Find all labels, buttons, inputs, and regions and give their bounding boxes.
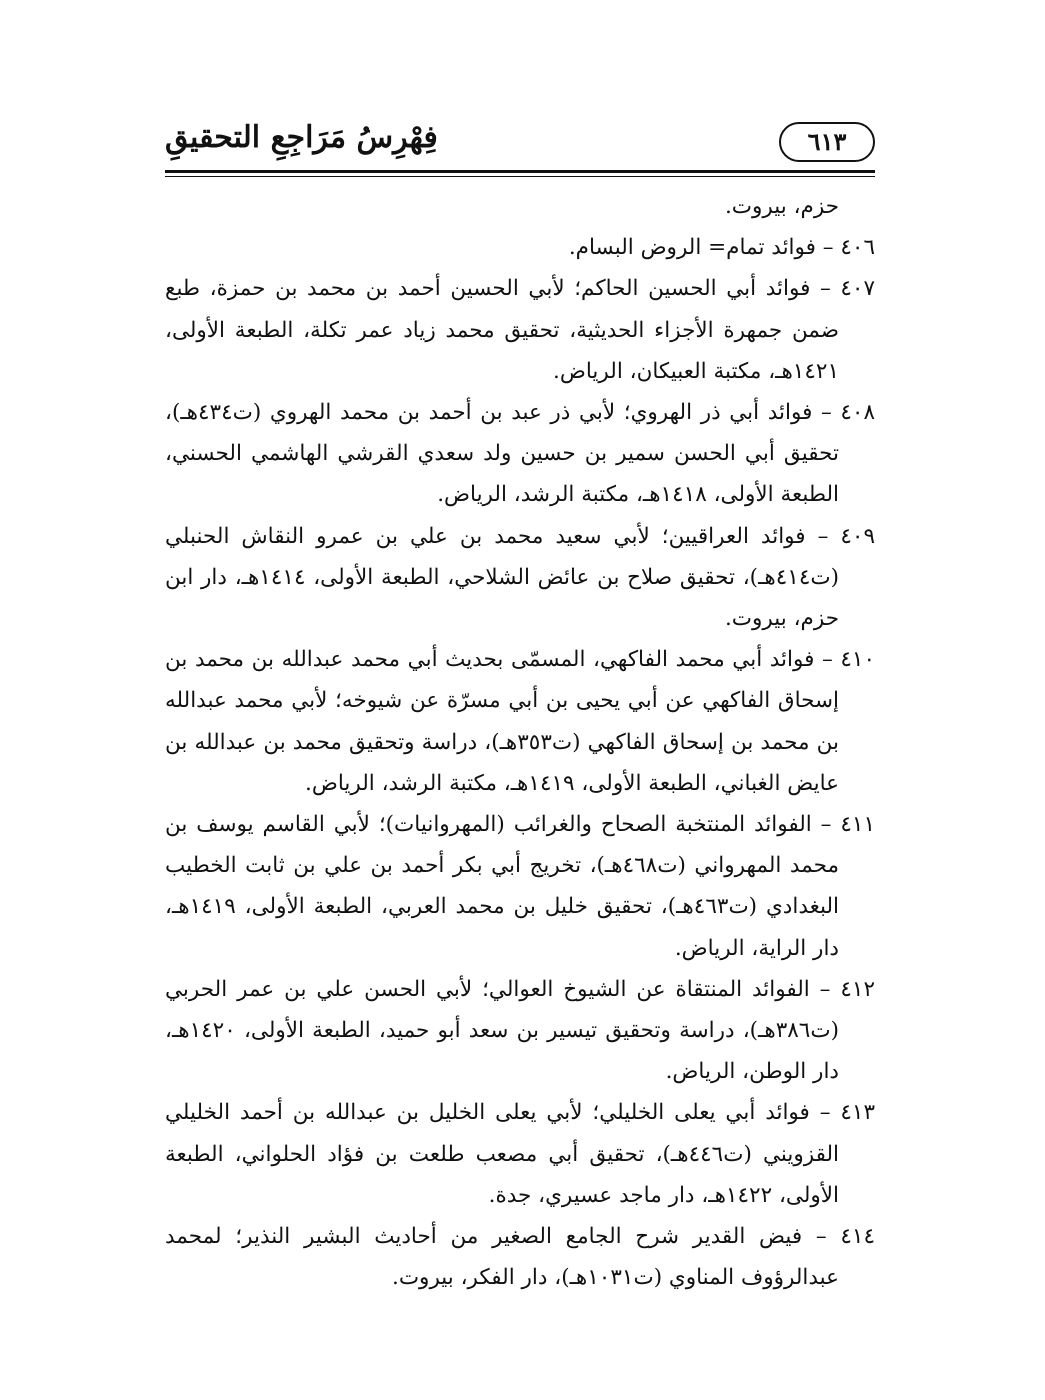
entry-number: ٤١٠ [840,647,876,673]
entry-text: الفوائد المنتخبة الصحاح والغرائب (المهروانيات)؛ لأبي القاسم يوسف بن محمد المهرواني (ت٤٦٨هـ)، تخريج أبي بكر أحمد بن علي بن ثابت الخطيب البغدادي (ت٤٦٣هـ)، تحقيق خليل بن محمد العربي، الطبعة الأولى، ١٤١٩هـ، دار الراية، الرياض. [165,812,839,961]
running-title: فِهْرِسُ مَرَاجِعِ التحقيقِ [165,120,438,155]
entry-text: فوائد أبي ذر الهروي؛ لأبي ذر عبد بن أحمد بن محمد الهروي (ت٤٣٤هـ)، تحقيق أبي الحسن سمير بن حسين ولد سعدي القرشي الهاشمي الحسني، الطبعة الأولى، ١٤١٨هـ، مكتبة الرشد، الرياض. [165,400,839,508]
entry-number: ٤١٤ [840,1224,876,1250]
entry-number: ٤٠٨ [840,400,875,426]
reference-entry: ٤١٢ – الفوائد المنتقاة عن الشيوخ العوالي؛ لأبي الحسن علي بن عمر الحربي (ت٣٨٦هـ)، دراسة وتحقيق تيسير بن سعد أبو حميد، الطبعة الأولى، ١٤٢٠هـ، دار الوطن، الرياض. [165,976,875,1085]
header-rule-thick [165,170,875,173]
entry-number: ٤١٢ [840,976,875,1002]
reference-entry: ٤١١ – الفوائد المنتخبة الصحاح والغرائب (المهروانيات)؛ لأبي القاسم يوسف بن محمد المهرواني (ت٤٦٨هـ)، تخريج أبي بكر أحمد بن علي بن ثابت الخطيب البغدادي (ت٤٦٣هـ)، تحقيق خليل بن محمد العربي، الطبعة الأولى، ١٤١٩هـ، دار الراية، الرياض. [165,812,875,961]
header-rule-thin [165,176,875,177]
entry-text: فيض القدير شرح الجامع الصغير من أحاديث البشير النذير؛ لمحمد عبدالرؤوف المناوي (ت١٠٣١هـ)، دار الفكر، بيروت. [165,1224,839,1291]
page-header [165,118,875,166]
reference-entry: ٤٠٧ – فوائد أبي الحسين الحاكم؛ لأبي الحسين أحمد بن محمد بن حمزة، طبع ضمن جمهرة الأجزاء الحديثية، تحقيق محمد زياد عمر تكلة، الطبعة الأولى، ١٤٢١هـ، مكتبة العبيكان، الرياض. [165,276,876,384]
entry-text: فوائد أبي يعلى الخليلي؛ لأبي يعلى الخليل بن عبدالله بن أحمد الخليلي القزويني (ت٤٤٦هـ)، تحقيق أبي مصعب طلعت بن فؤاد الحلواني، الطبعة الأولى، ١٤٢٢هـ، دار ماجد عسيري، جدة. [165,1100,839,1208]
continued-entry-text: حزم، بيروت. [724,194,839,219]
entry-number: ٤٠٧ [840,276,876,302]
reference-entry: ٤١٣ – فوائد أبي يعلى الخليلي؛ لأبي يعلى الخليل بن عبدالله بن أحمد الخليلي القزويني (ت٤٤٦هـ)، تحقيق أبي مصعب طلعت بن فؤاد الحلواني، الطبعة الأولى، ١٤٢٢هـ، دار ماجد عسيري، جدة. [165,1100,875,1208]
entry-text: فوائد تمام= الروض البسام. [568,235,816,261]
reference-entry: ٤١٤ – فيض القدير شرح الجامع الصغير من أحاديث البشير النذير؛ لمحمد عبدالرؤوف المناوي (ت١٠٣١هـ)، دار الفكر، بيروت. [165,1224,876,1291]
entry-text: فوائد أبي محمد الفاكهي، المسمّى بحديث أبي محمد عبدالله بن محمد بن إسحاق الفاكهي عن أبي يحيى بن أبي مسرّة عن شيوخه؛ لأبي محمد عبدالله بن محمد بن إسحاق الفاكهي (ت٣٥٣هـ)، دراسة وتحقيق محمد بن عبدالله بن عايض الغباني، الطبعة الأولى، ١٤١٩هـ، مكتبة الرشد، الرياض. [165,647,840,796]
reference-entry: ٤١٠ – فوائد أبي محمد الفاكهي، المسمّى بحديث أبي محمد عبدالله بن محمد بن إسحاق الفاكهي عن أبي يحيى بن أبي مسرّة عن شيوخه؛ لأبي محمد عبدالله بن محمد بن إسحاق الفاكهي (ت٣٥٣هـ)، دراسة وتحقيق محمد بن عبدالله بن عايض الغباني، الطبعة الأولى، ١٤١٩هـ، مكتبة الرشد، الرياض. [165,647,876,796]
entry-text: فوائد العراقيين؛ لأبي سعيد محمد بن علي بن عمرو النقاش الحنبلي (ت٤١٤هـ)، تحقيق صلاح بن عائض الشلاحي، الطبعة الأولى، ١٤١٤هـ، دار ابن حزم، بيروت. [165,523,840,632]
entry-number: ٤٠٦ [840,235,875,261]
entry-number: ٤٠٩ [840,523,875,549]
entry-number: ٤١١ [840,812,875,838]
entry-text: فوائد أبي الحسين الحاكم؛ لأبي الحسين أحمد بن محمد بن حمزة، طبع ضمن جمهرة الأجزاء الحديثية، تحقيق محمد زياد عمر تكلة، الطبعة الأولى، ١٤٢١هـ، مكتبة العبيكان، الرياض. [165,276,839,384]
entry-number: ٤١٣ [840,1100,875,1126]
reference-entry: ٤٠٩ – فوائد العراقيين؛ لأبي سعيد محمد بن علي بن عمرو النقاش الحنبلي (ت٤١٤هـ)، تحقيق صلاح بن عائض الشلاحي، الطبعة الأولى، ١٤١٤هـ، دار ابن حزم، بيروت. [165,523,875,632]
page-number: ٦١٣ [779,122,875,162]
reference-entry: ٤٠٦ – فوائد تمام= الروض البسام. [568,235,875,261]
entry-text: الفوائد المنتقاة عن الشيوخ العوالي؛ لأبي الحسن علي بن عمر الحربي (ت٣٨٦هـ)، دراسة وتحقيق تيسير بن سعد أبو حميد، الطبعة الأولى، ١٤٢٠هـ، دار الوطن، الرياض. [165,976,839,1085]
references-list [165,186,875,1298]
reference-entry: ٤٠٨ – فوائد أبي ذر الهروي؛ لأبي ذر عبد بن أحمد بن محمد الهروي (ت٤٣٤هـ)، تحقيق أبي الحسن سمير بن حسين ولد سعدي القرشي الهاشمي الحسني، الطبعة الأولى، ١٤١٨هـ، مكتبة الرشد، الرياض. [165,400,875,508]
